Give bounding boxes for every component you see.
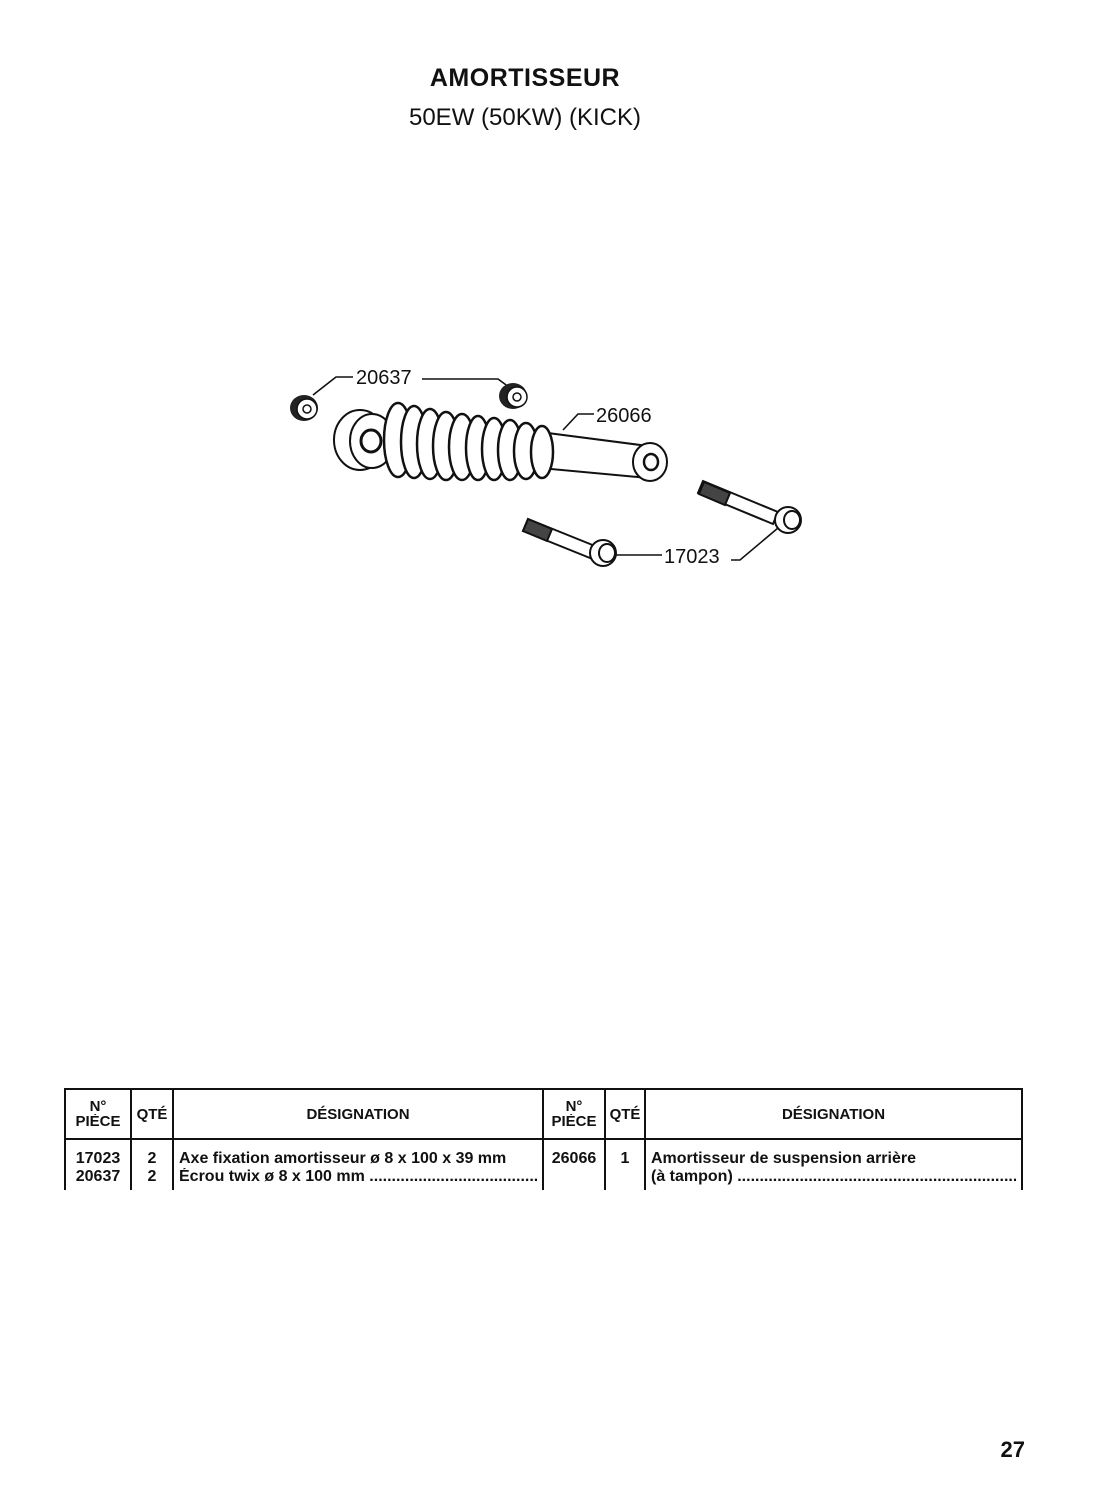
quantities-left: 2 2 <box>131 1139 173 1190</box>
part-numbers-right: 26066 <box>543 1139 605 1190</box>
nut-left-icon <box>290 395 318 421</box>
callout-26066: 26066 <box>596 405 652 427</box>
header-part-number: N° PIÈCE <box>65 1089 131 1139</box>
page-title: AMORTISSEUR <box>429 64 621 92</box>
part-numbers-left: 17023 20637 <box>65 1139 131 1190</box>
header-quantity: QTÉ <box>131 1089 173 1139</box>
designations-right: Amortisseur de suspension arrière (à tampon) ..... <box>645 1139 1022 1190</box>
parts-table <box>64 1088 1023 1190</box>
designations-left: Axe fixation amortisseur ø 8 x 100 x 39 mm Écrou twix ø 8 x 100 mm ..... <box>173 1139 543 1190</box>
page-number: 27 <box>1000 1437 1025 1462</box>
bolt-lower-icon <box>523 519 616 566</box>
header-designation-2: DÉSIGNATION <box>645 1089 1022 1139</box>
spring-coils <box>384 403 553 480</box>
model-subtitle: 50EW (50KW) (KICK) <box>408 104 642 131</box>
bolt-upper-icon <box>698 481 801 533</box>
table-row <box>65 1139 1022 1190</box>
callout-20637: 20637 <box>356 367 412 389</box>
table-header-row <box>65 1089 1022 1139</box>
quantities-right: 1 <box>605 1139 645 1190</box>
callout-17023: 17023 <box>664 546 720 568</box>
header-part-number-2: N° PIÈCE <box>543 1089 605 1139</box>
header-quantity-2: QTÉ <box>605 1089 645 1139</box>
nut-right-icon <box>499 383 527 409</box>
header-designation: DÉSIGNATION <box>173 1089 543 1139</box>
